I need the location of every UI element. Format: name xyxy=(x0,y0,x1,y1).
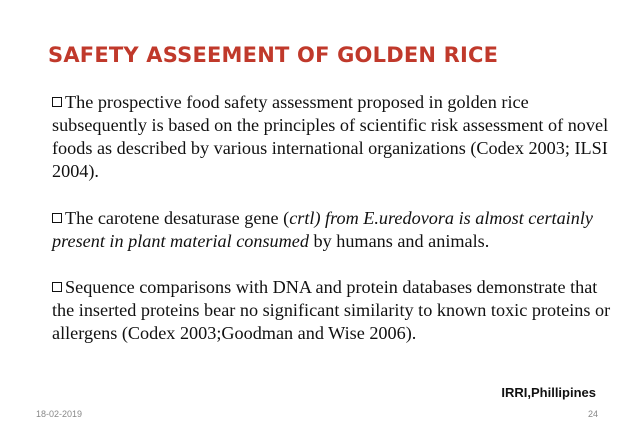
slide-title: SAFETY ASSEEMENT OF GOLDEN RICE xyxy=(48,43,499,67)
bullet-paragraph-1 xyxy=(52,91,612,183)
bullet-text-1: The prospective food safety assessment proposed in golden rice subsequently is based on the principles of scientific risk assessment of novel foods as described by various international organizations (Codex 2003; ILSI 2004). xyxy=(52,92,609,181)
checkbox-bullet-icon xyxy=(52,97,62,107)
slide-date: 18-02-2019 xyxy=(36,409,83,419)
organization-label: IRRI,Phillipines xyxy=(501,385,596,400)
bullet-paragraph-3 xyxy=(52,276,612,345)
bullet-text-2-italic: crtl) from E.uredovora is almost certainly present in plant material consumed xyxy=(52,208,593,251)
checkbox-bullet-icon xyxy=(52,213,62,223)
bullet-paragraph-2 xyxy=(52,207,612,253)
bullet-text-3: Sequence comparisons with DNA and protein databases demonstrate that the inserted proteins bear no significant similarity to known toxic proteins or allergens (Codex 2003;Goodman and Wise 2006). xyxy=(52,277,611,343)
bullet-text-2-pre: The carotene desaturase gene ( xyxy=(65,208,290,228)
bullet-text-2-post: by humans and animals. xyxy=(308,231,490,251)
checkbox-bullet-icon xyxy=(52,282,62,292)
slide-page-number: 24 xyxy=(587,409,598,419)
